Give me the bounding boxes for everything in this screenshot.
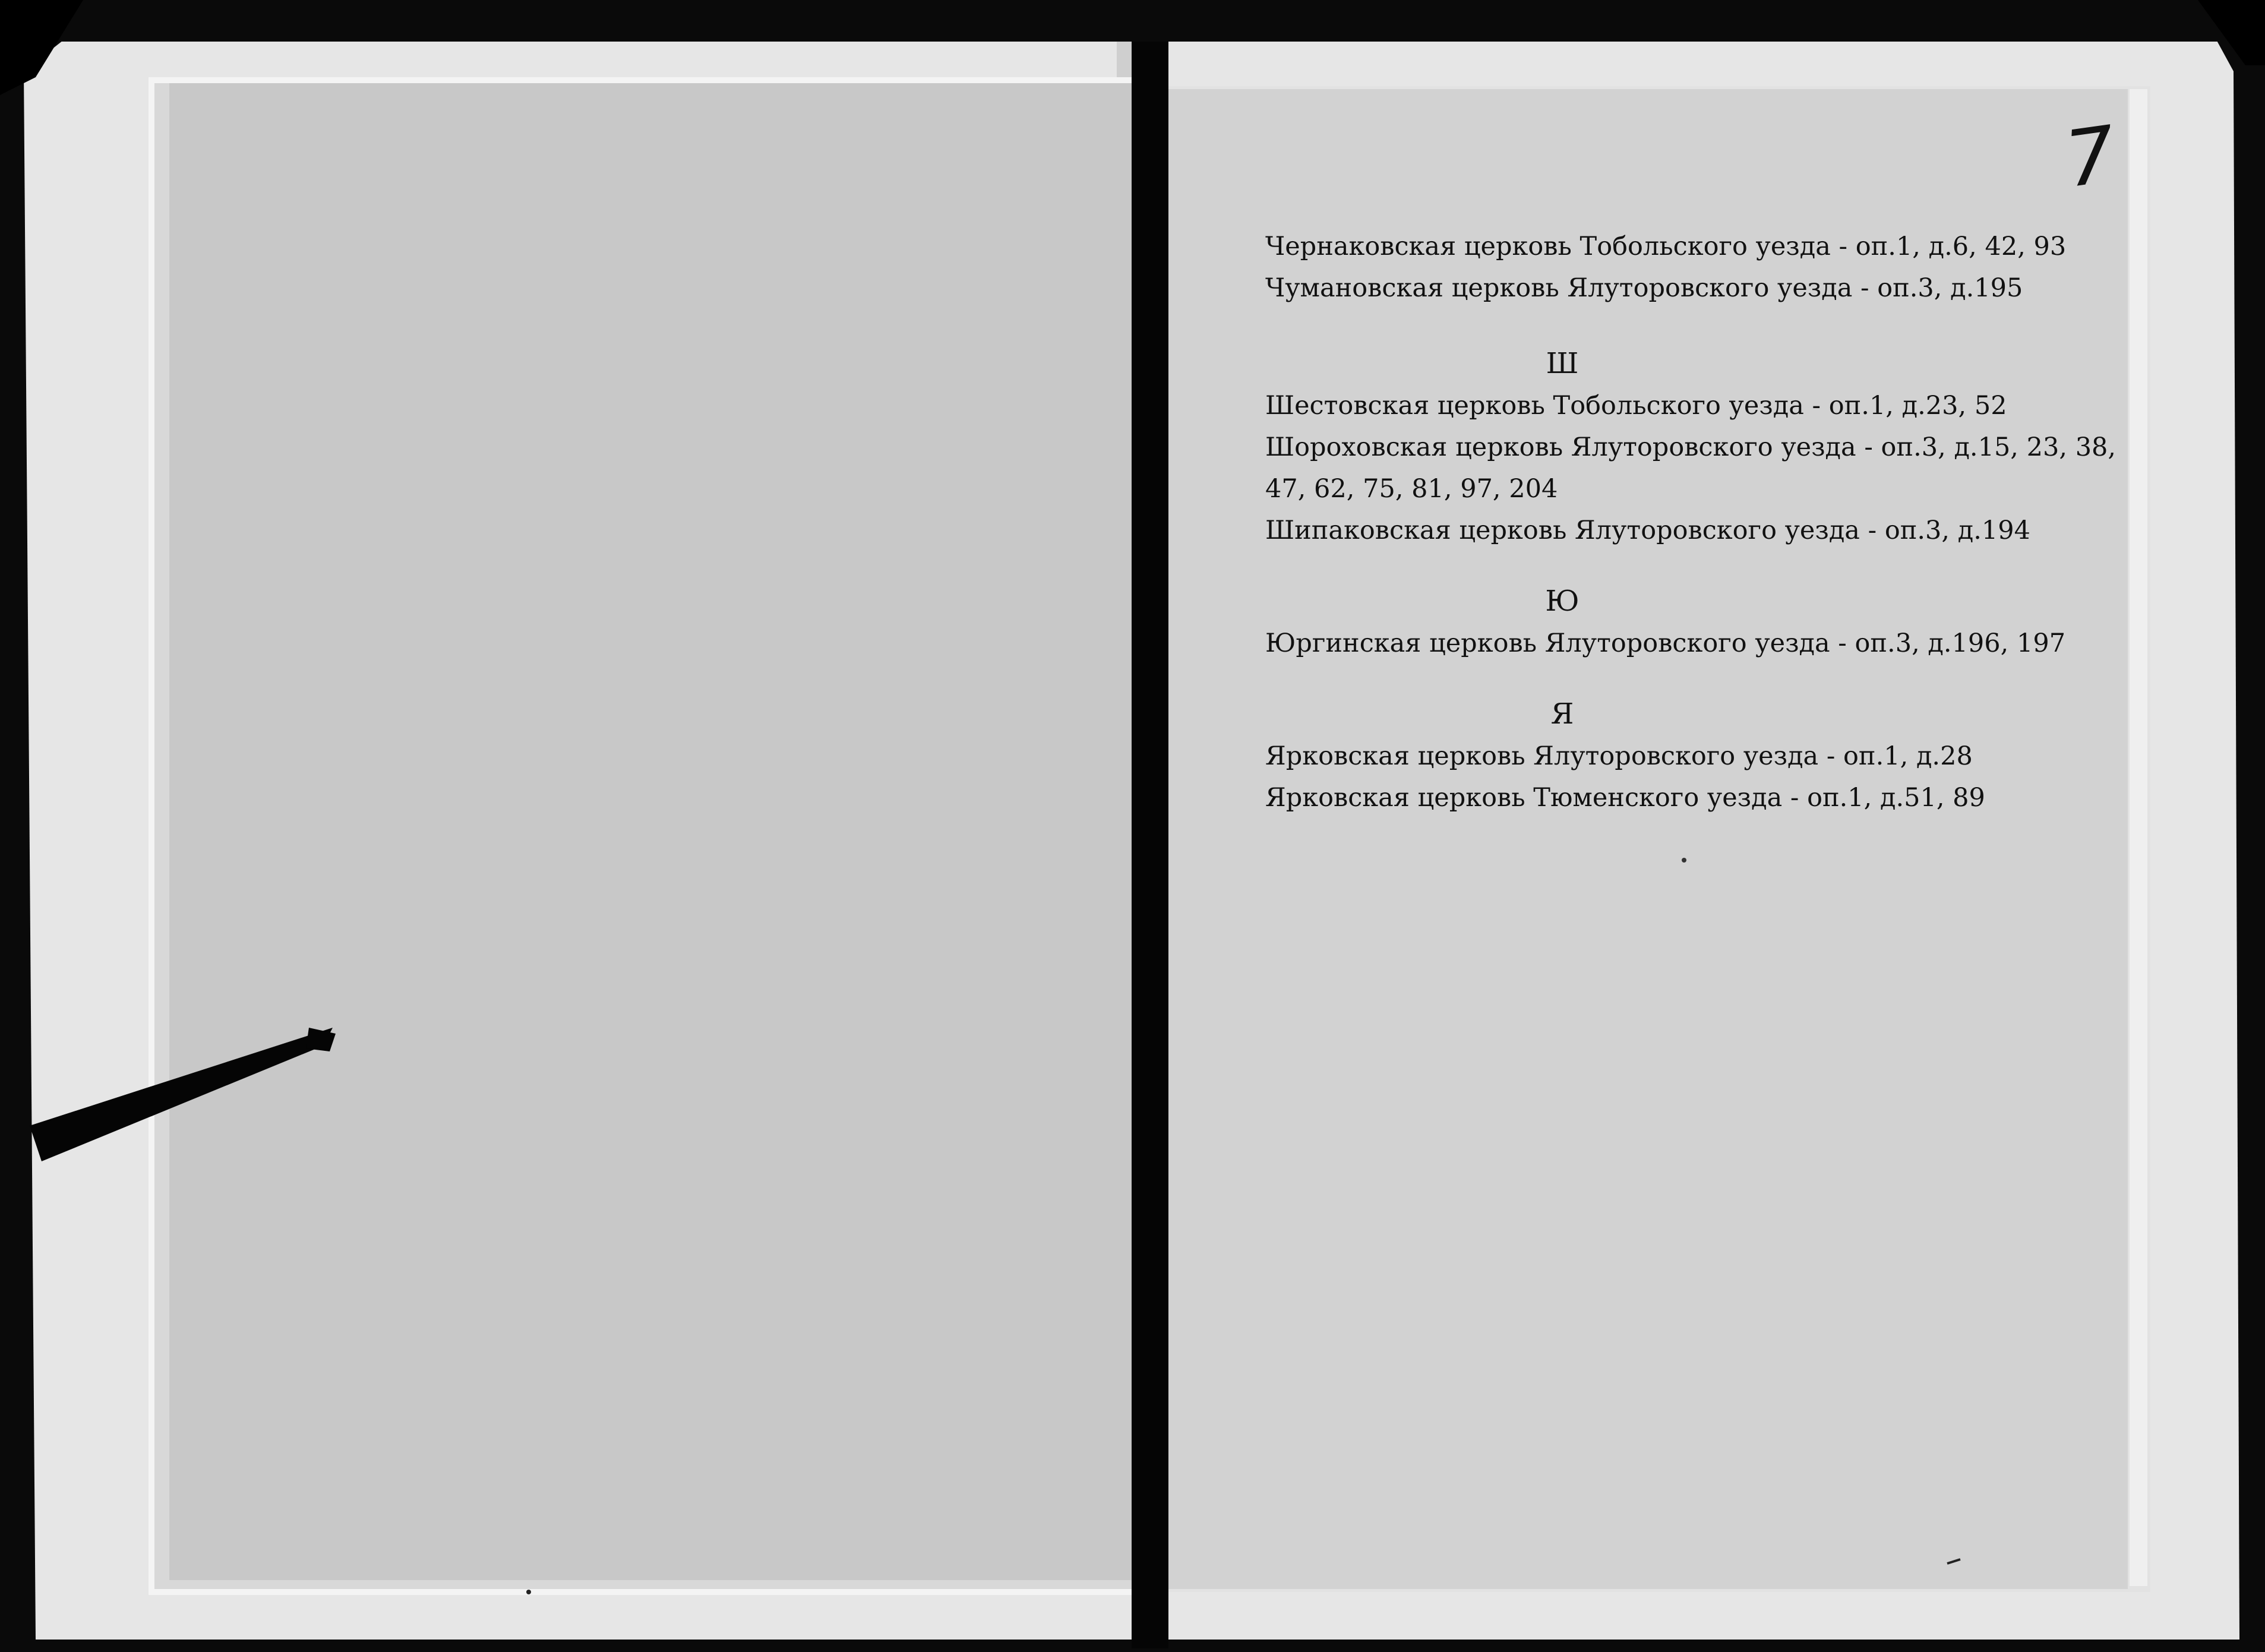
index-entry: Шипаковская церковь Ялуторовского уезда - оп.3, д.194 [1265, 516, 2030, 545]
section-letter-yu: Ю [1545, 585, 1580, 618]
section-letter-sh: Ш [1546, 347, 1579, 380]
index-entry-continuation: 47, 62, 75, 81, 97, 204 [1265, 474, 1558, 504]
folio-number: 7 [2059, 108, 2121, 206]
index-text [1265, 226, 2127, 819]
index-entry: Ярковская церковь Ялуторовского уезда - оп.1, д.28 [1265, 741, 1973, 771]
index-entry: Юргинская церковь Ялуторовского уезда - оп.3, д.196, 197 [1265, 628, 2066, 658]
section-letter-ya: Я [1550, 697, 1574, 731]
left-page [169, 83, 1135, 1580]
index-entry: Чумановская церковь Ялуторовского уезда - оп.3, д.195 [1265, 273, 2023, 303]
index-entry: Ярковская церковь Тюменского уезда - оп.1, д.51, 89 [1265, 783, 1985, 813]
binding-gutter [1132, 33, 1168, 1648]
index-entry: Шестовская церковь Тобольского уезда - оп.1, д.23, 52 [1265, 391, 2007, 421]
index-entry: Шороховская церковь Ялуторовского уезда - оп.3, д.15, 23, 38, [1265, 432, 2116, 462]
index-entry: Чернаковская церковь Тобольского уезда - оп.1, д.6, 42, 93 [1265, 232, 2067, 261]
